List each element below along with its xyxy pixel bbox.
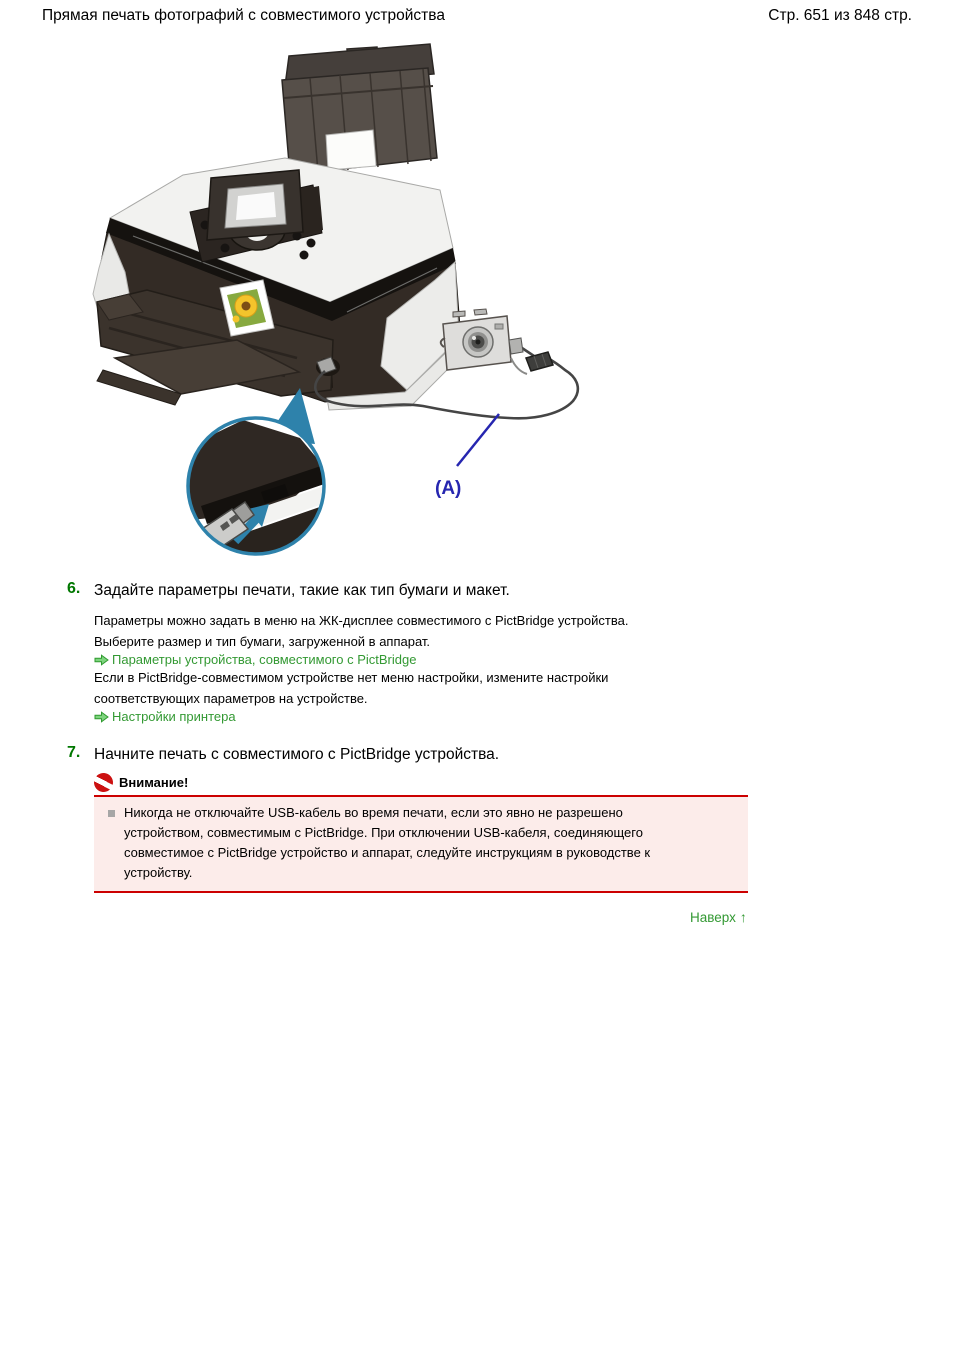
- link-pictbridge-device-settings-label[interactable]: Параметры устройства, совместимого с PictBridge: [112, 652, 417, 667]
- step-6-paragraph-line: соответствующих параметров на устройстве.: [94, 691, 368, 706]
- page-header: [42, 7, 912, 25]
- loaded-paper: [326, 130, 376, 170]
- step-6-content: [94, 610, 814, 724]
- bullet-square-icon: [108, 810, 115, 817]
- green-arrow-icon: [94, 711, 109, 723]
- prohibition-icon: [92, 770, 116, 794]
- rear-paper-tray: [282, 44, 437, 175]
- green-arrow-icon: [94, 654, 109, 666]
- warning-header: [94, 771, 748, 793]
- warning-text-line: устройству.: [124, 865, 193, 880]
- step-7-number: 7.: [67, 744, 81, 761]
- warning-title: Внимание!: [119, 774, 189, 790]
- back-to-top-label: Наверх: [690, 909, 736, 925]
- link-printer-settings-label[interactable]: Настройки принтера: [112, 709, 236, 724]
- warning-box: [94, 795, 748, 893]
- up-arrow-icon: ↑: [739, 909, 747, 925]
- printer-illustration: [85, 40, 585, 570]
- step-6-number: 6.: [67, 580, 81, 597]
- step-7-title: Начните печать с совместимого с PictBridge устройства.: [94, 746, 500, 763]
- step-6: [67, 580, 814, 724]
- warning-block: [94, 771, 748, 893]
- warning-text-line: совместимое с PictBridge устройство и аппарат, следуйте инструкциям в руководстве к: [124, 845, 651, 860]
- usb-callout: [178, 418, 343, 570]
- step-7: [67, 744, 814, 765]
- link-pictbridge-device-settings[interactable]: [94, 652, 814, 667]
- step-6-title: Задайте параметры печати, такие как тип бумаги и макет.: [94, 582, 510, 599]
- warning-text-line: устройством, совместимым с PictBridge. При отключении USB-кабеля, соединяющего: [124, 825, 643, 840]
- link-printer-settings[interactable]: [94, 709, 814, 724]
- step-6-paragraph-line: Если в PictBridge-совместимом устройстве нет меню настройки, измените настройки: [94, 670, 609, 685]
- cable-annotation: [435, 414, 499, 499]
- camera-usb-port: [509, 338, 523, 354]
- warning-text-line: Никогда не отключайте USB-кабель во время печати, если это явно не разрешено: [124, 805, 623, 820]
- step-6-paragraph-line: Параметры можно задать в меню на ЖК-дисплее совместимого с PictBridge устройства.: [94, 613, 629, 628]
- back-to-top-link[interactable]: [690, 909, 747, 925]
- page-title: Прямая печать фотографий с совместимого устройства: [42, 7, 445, 24]
- step-6-paragraph-line: Выберите размер и тип бумаги, загруженной в аппарат.: [94, 634, 431, 649]
- page-number: Стр. 651 из 848 стр.: [768, 7, 912, 24]
- label-a: (A): [435, 478, 462, 499]
